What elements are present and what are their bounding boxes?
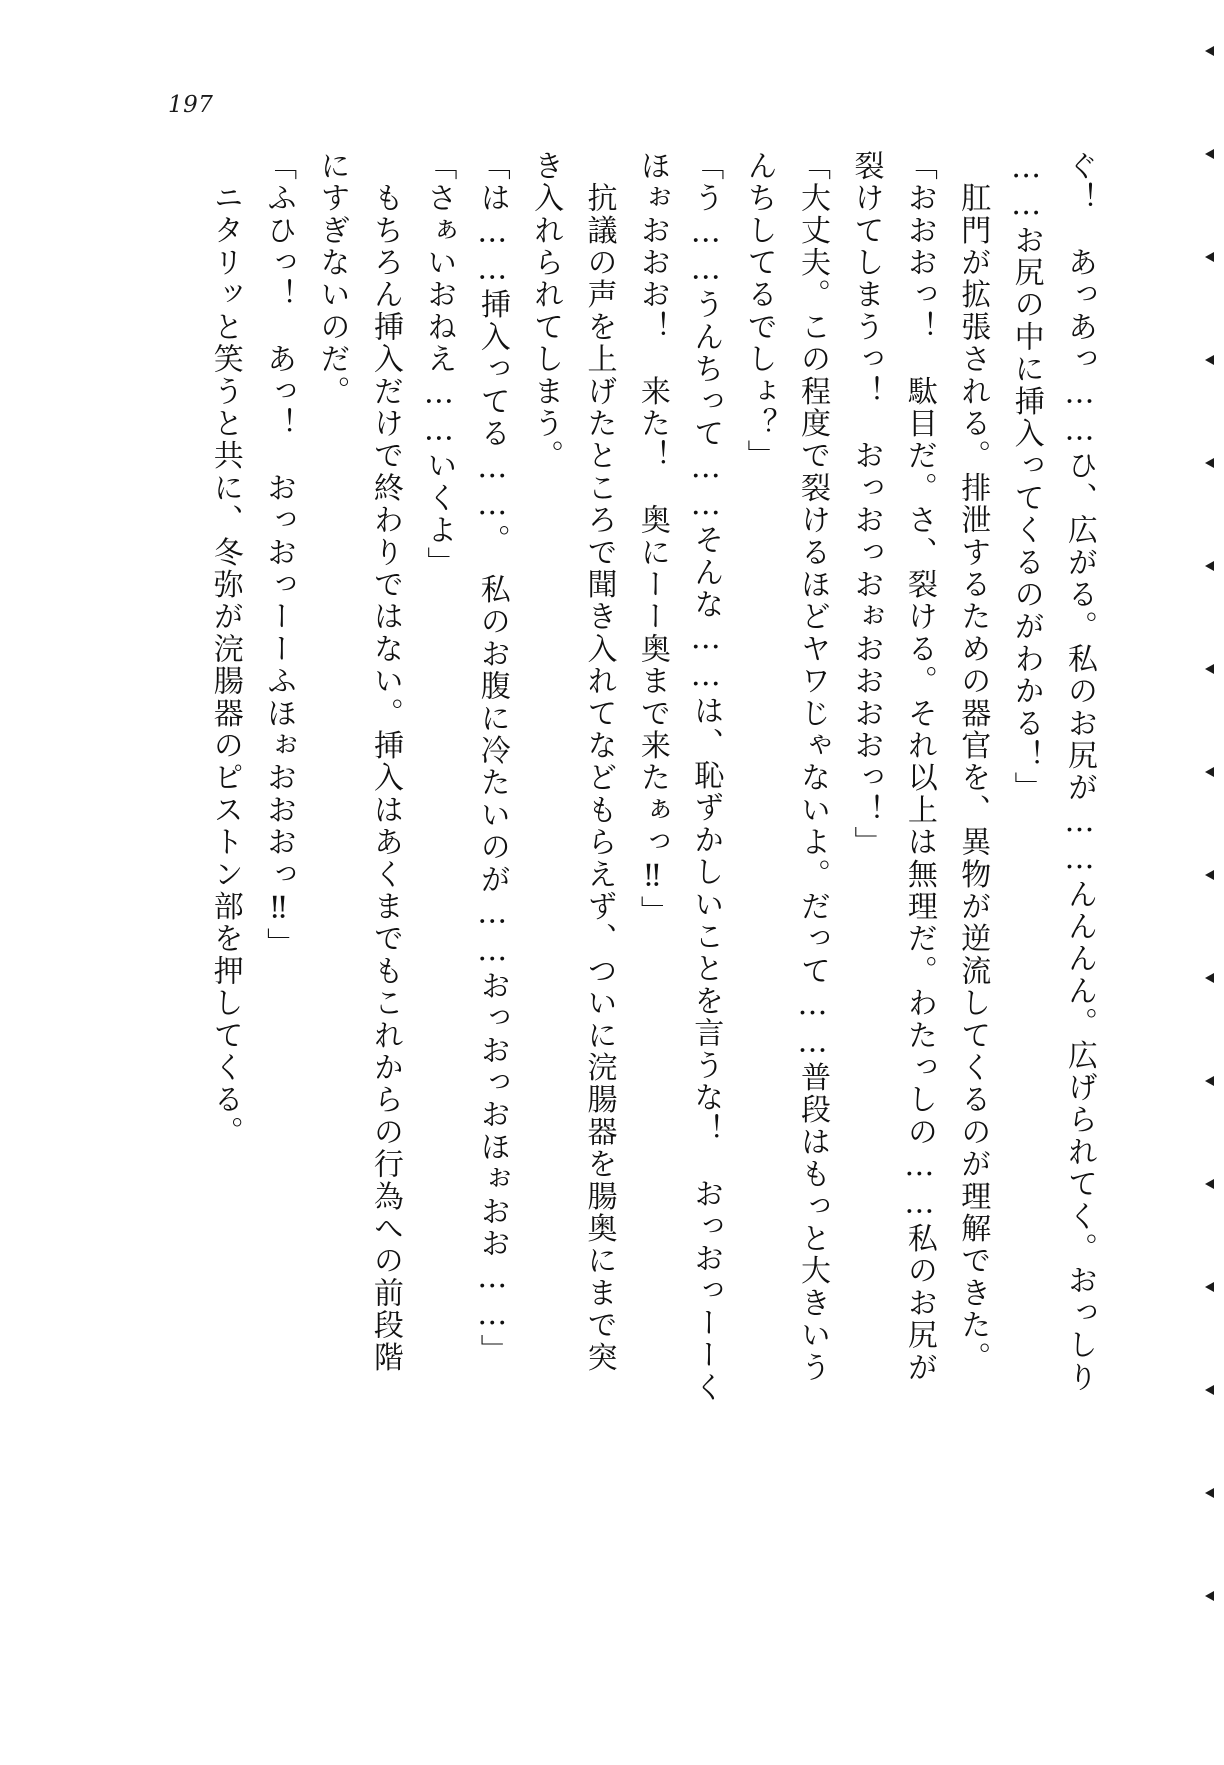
edge-mark-icon [1205,355,1214,365]
edge-mark-icon [1205,252,1214,262]
page-edge-marks [1200,40,1214,1720]
body-line: き入れられてしまう。 [528,150,564,472]
body-line: 肛門が拡張される。排泄するための器官を、異物が逆流してくるのが理解できた。 [955,150,991,1374]
body-line: ニタリッと笑うと共に、冬弥が浣腸器のピストン部を押してくる。 [207,150,243,1149]
edge-mark-icon [1205,1488,1214,1498]
body-line: ほぉおおお！ 来た！ 奥にーー奥まで来たぁっ‼」 [634,150,670,928]
body-line: 「う……うんちって……そんな……は、恥ずかしいことを言うな！ おっおっーーく [688,150,724,1404]
body-line: ……お尻の中に挿入ってくるのがわかる！」 [1008,150,1044,804]
vertical-body-text [207,150,1106,1480]
body-line: んちしてるでしょ？」 [741,150,777,472]
body-line: 裂けてしまうっ！ おっおっおぉおおおおっ！」 [848,150,884,859]
edge-mark-icon [1205,1591,1214,1601]
body-line: 抗議の声を上げたところで聞き入れてなどもらえず、ついに浣腸器を腸奥にまで突 [581,150,617,1374]
edge-mark-icon [1205,46,1214,56]
page-number: 197 [168,92,214,118]
edge-mark-icon [1205,458,1214,468]
edge-mark-icon [1205,561,1214,571]
edge-mark-icon [1205,149,1214,159]
edge-mark-icon [1205,870,1214,880]
body-line: 「さぁいおねえ……いくよ」 [421,150,457,579]
edge-mark-icon [1205,1385,1214,1395]
body-line: 「大丈夫。この程度で裂けるほどヤワじゃないよ。だって……普段はもっと大きいう [795,150,831,1384]
body-line: 「ふひっ！ あっ！ おっおっーーふほぉおおおっ‼」 [261,150,297,960]
body-line: 「おおおっ！ 駄目だ。さ、裂ける。それ以上は無理だ。わたっしの……私のお尻が [901,150,937,1384]
edge-mark-icon [1205,1179,1214,1189]
edge-mark-icon [1205,1076,1214,1086]
body-line: 「は……挿入ってる……。 私のお腹に冷たいのが……おっおっおほぉおお……」 [474,150,510,1367]
body-line: もちろん挿入だけで終わりではない。挿入はあくまでもこれからの行為への前段階 [367,150,403,1374]
edge-mark-icon [1205,767,1214,777]
edge-mark-icon [1205,664,1214,674]
edge-mark-icon [1205,973,1214,983]
body-line: ぐ！ あっあっ……ひ、広がる。私のお尻が……んんんん。広げられてく。おっしり [1062,150,1097,1394]
edge-mark-icon [1205,1282,1214,1292]
body-line: にすぎないのだ。 [314,150,350,408]
